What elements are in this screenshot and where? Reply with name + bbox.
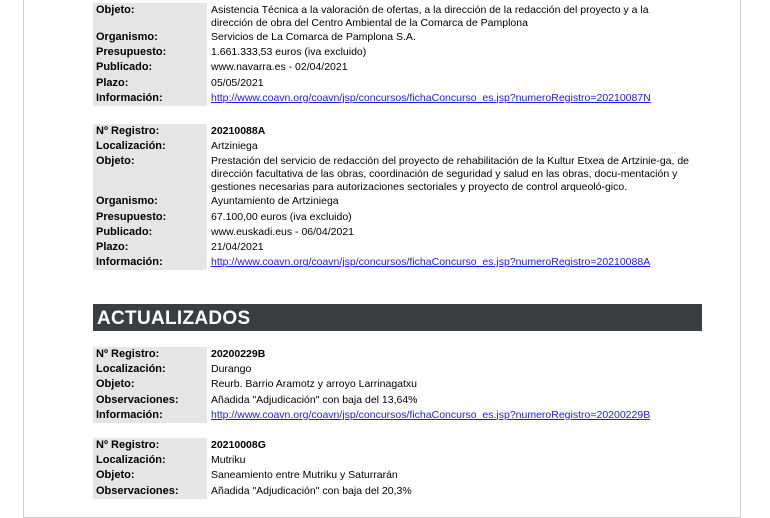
field-row <box>93 30 703 45</box>
field-label-localizacion: Localización: <box>93 453 207 468</box>
field-row <box>93 76 703 91</box>
field-value-objeto: Prestación del servicio de redacción del proyecto de rehabilitación de la Kultur Etxea de Artzinie-ga, de dirección facultativa de las obras, coordinación de seguridad y salud en las obras, docu-mentación y gestiones necesarias para autorizaciones sectoriales y proyecto de control arqueoló-gico. <box>211 155 690 194</box>
field-row <box>93 453 703 468</box>
tender-entry <box>93 3 703 106</box>
field-row <box>93 484 703 499</box>
field-value-presupuesto: 67.100,00 euros (iva excluido) <box>211 210 352 223</box>
field-row <box>93 194 703 209</box>
field-row <box>93 255 703 270</box>
tender-entry <box>93 124 703 270</box>
field-row <box>93 3 703 30</box>
field-label-n-registro: Nº Registro: <box>93 438 207 453</box>
field-label-plazo: Plazo: <box>93 240 207 255</box>
field-row <box>93 438 703 453</box>
field-value-observaciones: Añadida "Adjudicación" con baja del 13,64% <box>211 393 418 406</box>
field-value-localizacion: Artziniega <box>211 140 258 153</box>
field-label-organismo: Organismo: <box>93 30 207 45</box>
field-row <box>93 347 703 362</box>
field-row <box>93 45 703 60</box>
field-value-plazo: 05/05/2021 <box>211 76 264 89</box>
field-value-localizacion: Durango <box>211 363 252 376</box>
field-label-presupuesto: Presupuesto: <box>93 210 207 225</box>
field-value-publicado: www.navarra.es - 02/04/2021 <box>211 61 348 74</box>
field-value-observaciones: Añadida "Adjudicación" con baja del 20,3% <box>211 484 412 497</box>
field-label-n-registro: Nº Registro: <box>93 124 207 139</box>
field-value-n-registro: 20210008G <box>211 439 266 451</box>
field-label-informacion: Información: <box>93 255 207 270</box>
field-value-objeto: Asistencia Técnica a la valoración de ofertas, a la dirección de la redacción del proyecto y a la dirección de obra del Centro Ambiental de la Comarca de Pamplona <box>211 4 649 29</box>
field-value-objeto: Reurb. Barrio Aramotz y arroyo Larrinagatxu <box>211 378 418 391</box>
field-row <box>93 60 703 75</box>
field-value-n-registro: 20200229B <box>211 348 266 360</box>
field-label-publicado: Publicado: <box>93 60 207 75</box>
field-value-informacion <box>207 91 703 106</box>
info-link[interactable]: http://www.coavn.org/coavn/jsp/concursos/fichaConcurso_es.jsp?numeroRegistro=20200229B <box>211 408 651 421</box>
field-row <box>93 91 703 106</box>
field-row <box>93 240 703 255</box>
tender-entry <box>93 347 703 423</box>
field-value-informacion <box>207 408 703 423</box>
field-row <box>93 154 703 194</box>
field-label-presupuesto: Presupuesto: <box>93 45 207 60</box>
field-label-objeto: Objeto: <box>93 468 207 483</box>
field-label-localizacion: Localización: <box>93 139 207 154</box>
field-label-informacion: Información: <box>93 91 207 106</box>
info-link[interactable]: http://www.coavn.org/coavn/jsp/concursos/fichaConcurso_es.jsp?numeroRegistro=20210087N <box>211 91 651 104</box>
field-row <box>93 139 703 154</box>
field-value-organismo: Ayuntamiento de Artziniega <box>211 195 339 208</box>
field-value-plazo: 21/04/2021 <box>211 241 264 254</box>
field-row <box>93 362 703 377</box>
field-label-plazo: Plazo: <box>93 76 207 91</box>
field-label-objeto: Objeto: <box>93 154 207 194</box>
field-value-n-registro: 20210088A <box>211 125 266 137</box>
field-label-organismo: Organismo: <box>93 194 207 209</box>
field-row <box>93 408 703 423</box>
field-row <box>93 124 703 139</box>
field-label-informacion: Información: <box>93 408 207 423</box>
field-label-localizacion: Localización: <box>93 362 207 377</box>
field-row <box>93 225 703 240</box>
info-link[interactable]: http://www.coavn.org/coavn/jsp/concursos/fichaConcurso_es.jsp?numeroRegistro=20210088A <box>211 256 651 269</box>
field-value-publicado: www.euskadi.eus - 06/04/2021 <box>211 225 355 238</box>
field-label-objeto: Objeto: <box>93 377 207 392</box>
field-row <box>93 377 703 392</box>
field-label-observaciones: Observaciones: <box>93 393 207 408</box>
field-value-organismo: Servicios de La Comarca de Pamplona S.A. <box>211 31 416 43</box>
section-heading: ACTUALIZADOS <box>93 304 702 331</box>
field-label-publicado: Publicado: <box>93 225 207 240</box>
field-row <box>93 393 703 408</box>
field-label-n-registro: Nº Registro: <box>93 347 207 362</box>
field-value-informacion <box>207 255 703 270</box>
field-label-observaciones: Observaciones: <box>93 484 207 499</box>
tender-entry <box>93 438 703 499</box>
field-value-presupuesto: 1.661.333,53 euros (iva excluido) <box>211 46 367 59</box>
field-row <box>93 210 703 225</box>
field-value-localizacion: Mutriku <box>211 454 246 467</box>
field-value-objeto: Saneamiento entre Mutriku y Saturrarán <box>211 469 398 482</box>
field-row <box>93 468 703 483</box>
field-label-objeto: Objeto: <box>93 3 207 30</box>
